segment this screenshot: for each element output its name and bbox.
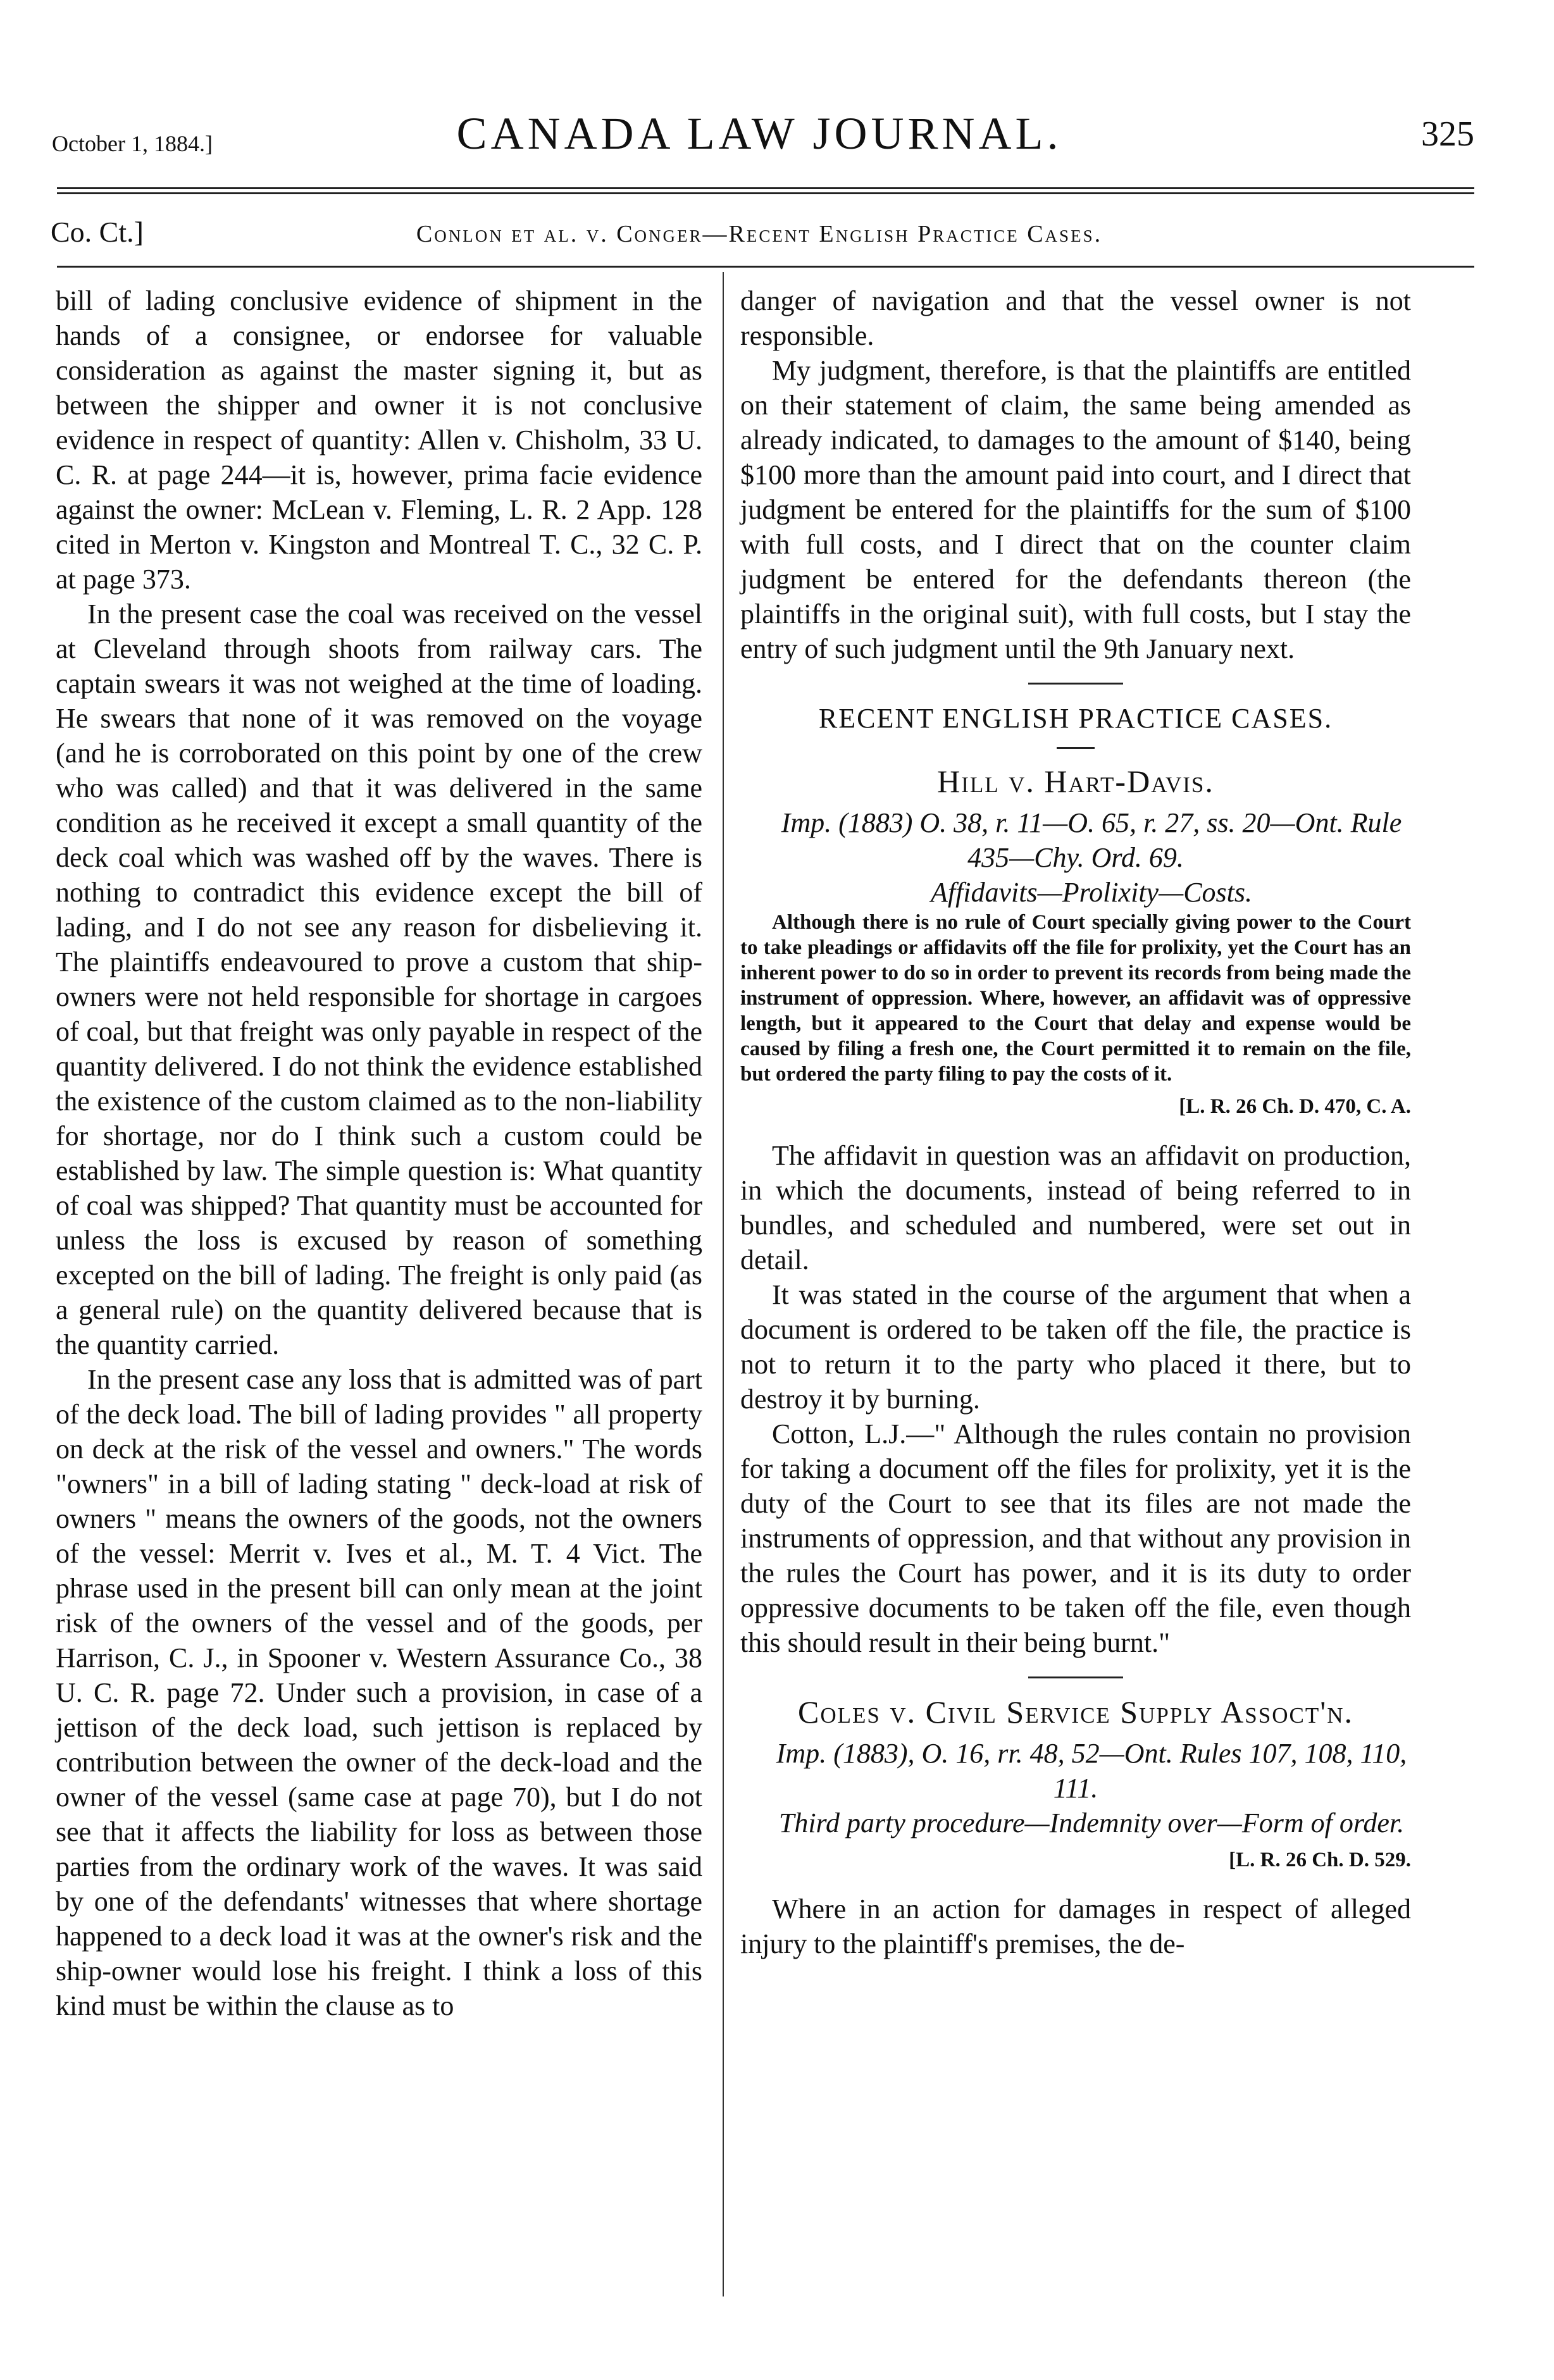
running-header [44, 108, 1474, 177]
paragraph: danger of navigation and that the vessel owner is not responsible. [740, 285, 1411, 351]
case-title: Hill v. Hart-Davis. [937, 764, 1214, 799]
paragraph: In the present case the coal was received on the vessel at Cleveland through shoots from railway cars. The captain swears it was not weighed at the time of loading. He swears that none of it was removed on the voyage (and he is corroborated on this point by one of the crew who was called) and that it was delivered in the same condition as he received it except a small quantity of the deck coal which was washed off by the waves. There is nothing to contradict this evidence except the bill of lading, and I do not see any reason for disbelieving it. The plaintiffs endeavoured to prove a custom that ship-owners were not held responsible for shortage in cargoes of coal, but that freight was only payable in respect of the quantity delivered. I do not think the evidence established the existence of the custom claimed as to the non-liability for shortage, nor do I think such a custom could be established by law. The simple question is: What quantity of coal was shipped? That quantity must be accounted for unless the loss is excused by reason of something excepted on the bill of lading. The freight is only paid (as a general rule) on the quantity delivered because that is the quantity carried. [56, 598, 702, 1360]
paragraph: Cotton, L.J.—" Although the rules contain no provision for taking a document off the files for prolixity, yet it is the duty of the Court to see that its files are not made the instruments of oppression, and that without any provision in the rules the Court has power, and it is its duty to order oppressive documents to be taken off the file, even though this should result in their being burnt." [740, 1418, 1411, 1658]
case-subject: Third party procedure—Indemnity over—Form of order. [778, 1807, 1405, 1838]
header-rule [57, 187, 1474, 189]
heading-ornament [1057, 747, 1095, 749]
issue-date: October 1, 1884.] [52, 131, 213, 156]
case-citation: [L. R. 26 Ch. D. 470, C. A. [1179, 1095, 1411, 1118]
header-rule-double [57, 192, 1474, 194]
case-title: Coles v. Civil Service Supply Assoct'n. [797, 1694, 1354, 1730]
paragraph: My judgment, therefore, is that the plaintiffs are entitled on their statement of claim, the same being amended as already indicated, to damages to the amount of $140, being $100 more than the amount paid into court, and I direct that judgment be entered for the plaintiffs for the sum of $100 with full costs, and I direct that on the counter claim judgment be entered for the defendants thereon (the plaintiffs in the original suit), with full costs, but I stay the entry of such judgment until the 9th January next. [740, 355, 1411, 664]
paragraph: The affidavit in question was an affidavit on production, in which the documents, instead of being referred to in bundles, and scheduled and numbered, were set out in detail. [740, 1140, 1411, 1275]
journal-title: CANADA LAW JOURNAL. [456, 108, 1062, 159]
section-separator [1028, 1677, 1123, 1678]
court-label: Co. Ct.] [51, 216, 144, 248]
page-number: 325 [1421, 115, 1474, 154]
paragraph: bill of lading conclusive evidence of shipment in the hands of a consignee, or endorsee for valuable consideration as against the master signing it, but as between the shipper and owner it is not conclusive evidence in respect of quantity: Allen v. Chisholm, 33 U. C. R. at page 244—it is, however, prima facie evidence against the owner: McLean v. Fleming, L. R. 2 App. 128 cited in Merton v. Kingston and Montreal T. C., 32 C. P. at page 373. [56, 285, 702, 595]
case-subject: Affidavits—Prolixity—Costs. [930, 877, 1253, 908]
cases-running-title: Conlon et al. v. Conger—Recent English Practice Cases. [416, 221, 1103, 247]
right-column [740, 283, 1411, 1961]
paragraph: Where in an action for damages in respect of alleged injury to the plaintiff's premises, the de- [740, 1893, 1411, 1959]
statute-reference: Imp. (1883), O. 16, rr. 48, 52—Ont. Rules 107, 108, 110, 111. [776, 1738, 1407, 1804]
section-heading: RECENT ENGLISH PRACTICE CASES. [818, 703, 1333, 734]
case-subheader [44, 215, 1474, 259]
paragraph: It was stated in the course of the argument that when a document is ordered to be taken off the file, the practice is not to return it to the party who placed it there, but to destroy it by burning. [740, 1279, 1411, 1415]
column-divider [723, 272, 724, 2296]
statute-reference: Imp. (1883) O. 38, r. 11—O. 65, r. 27, ss. 20—Ont. Rule 435—Chy. Ord. 69. [781, 807, 1402, 873]
case-citation: [L. R. 26 Ch. D. 529. [1229, 1849, 1411, 1871]
left-column [56, 283, 702, 2023]
paragraph: In the present case any loss that is admitted was of part of the deck load. The bill of lading provides " all property on deck at the risk of the vessel and owners." The words "owners" in a bill of lading stating " deck-load at risk of owners " means the owners of the goods, not the owners of the vessel: Merrit v. Ives et al., M. T. 4 Vict. The phrase used in the present bill can only mean at the joint risk of the owners of the vessel and of the goods, per Harrison, C. J., in Spooner v. Western Assurance Co., 38 U. C. R. page 72. Under such a provision, in case of a jettison of the deck load, such jettison is replaced by contribution between the owner of the deck-load and the owner of the vessel (same case at page 70), but I do not see that it affects the liability for loss as between those parties from the ordinary work of the waves. It was said by one of the defendants' witnesses that where shortage happened to a deck load it was at the owner's risk and the ship-owner would lose his freight. I think a loss of this kind must be within the clause as to [56, 1364, 702, 2021]
subheader-rule [57, 266, 1474, 268]
section-separator [1028, 683, 1123, 685]
headnote: Although there is no rule of Court specially giving power to the Court to take pleadings or affidavits off the file for prolixity, yet the Court has an inherent power to do so in order to prevent its records from being made the instrument of oppression. Where, however, an affidavit was of oppressive length, but it appeared to the Court that delay and expense would be caused by filing a fresh one, the Court permitted it to remain on the file, but ordered the party filing to pay the costs of it. [740, 911, 1411, 1086]
